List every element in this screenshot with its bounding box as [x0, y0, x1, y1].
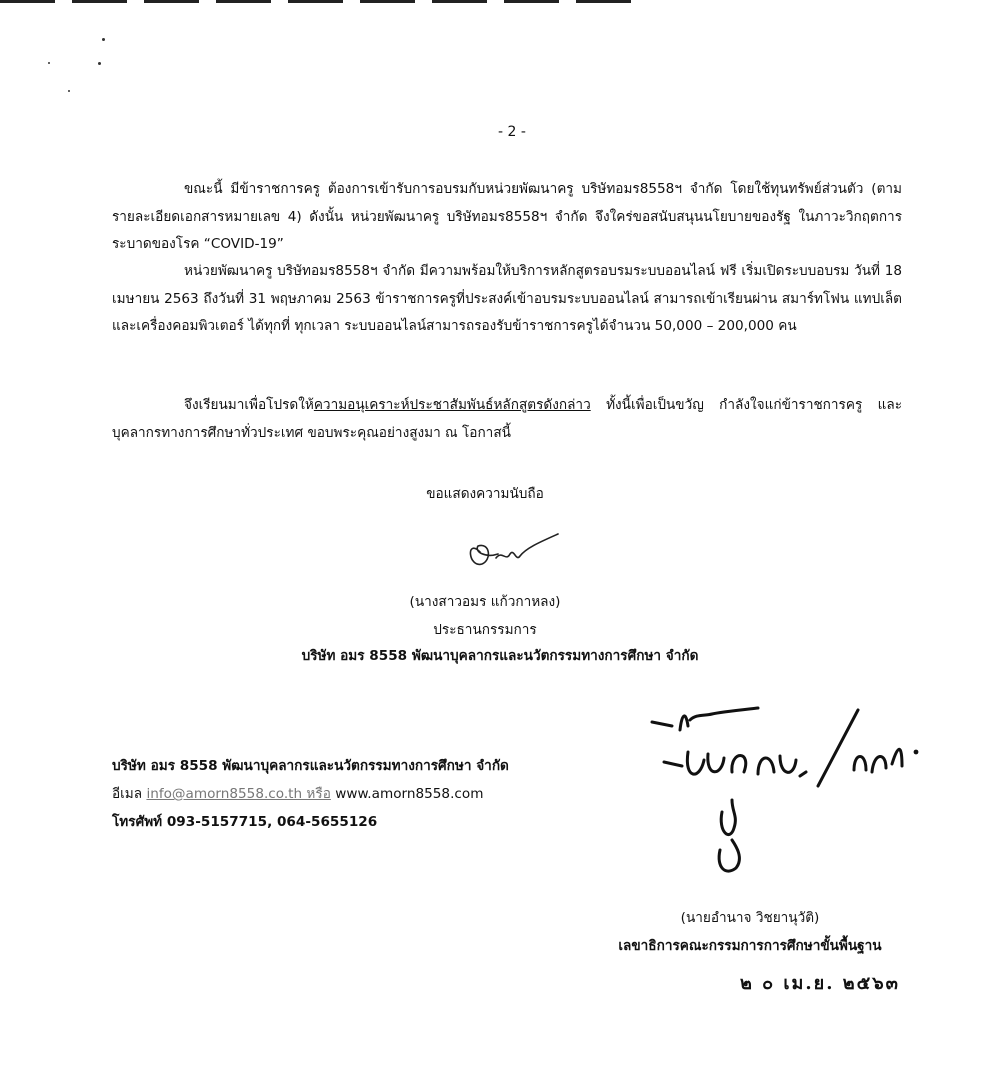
signoff: ขอแสดงความนับถือ [426, 486, 544, 502]
scan-speck [98, 62, 101, 65]
scan-speck [68, 90, 70, 92]
footer-email-line [112, 780, 509, 808]
paragraph-1 [112, 176, 902, 259]
paragraph-2 [112, 258, 902, 341]
closing-prefix: จึงเรียนมาเพื่อโปรดให้ [184, 397, 314, 413]
closing-paragraph [112, 392, 902, 447]
date-stamp: ๒ ๐ เม.ย. ๒๕๖๓ [740, 973, 900, 994]
footer-email-label: อีเมล [112, 786, 143, 802]
footer-email[interactable]: info@amorn8558.co.th หรือ [146, 786, 331, 802]
closing-underlined: ความอนุเคราะห์ประชาสัมพันธ์หลักสูตรดังกล่าว [313, 397, 591, 413]
signer-company: บริษัท อมร 8558 พัฒนาบุคลากรและนวัตกรรมทางการศึกษา จำกัด [301, 648, 699, 664]
paragraph-1-text: ขณะนี้ มีข้าราชการครู ต้องการเข้ารับการอบรมกับหน่วยพัฒนาครู บริษัทอมร8558ฯ จำกัด โดยใช้ทุนทรัพย์ส่วนตัว (ตามรายละเอียดเอกสารหมายเลข 4) ดังนั้น หน่วยพัฒนาครู บริษัทอมร8558ฯ จำกัด จึงใคร่ขอสนับสนุนนโยบายของรัฐ ในภาวะวิกฤตการระบาดของโรค “COVID-19” [112, 181, 902, 252]
page-number: - 2 - [498, 124, 526, 140]
paragraph-2-text: หน่วยพัฒนาครู บริษัทอมร8558ฯ จำกัด มีความพร้อมให้บริการหลักสูตรอบรมระบบออนไลน์ ฟรี เริ่มเปิดระบบอบรม วันที่ 18 เมษายน 2563 ถึงวันที่ 31 พฤษภาคม 2563 ข้าราชการครูที่ประสงค์เข้าอบรมระบบออนไลน์ สามารถเข้าเรียนผ่าน สมาร์ทโฟน แทปเล็ต และเครื่องคอมพิวเตอร์ ได้ทุกที่ ทุกเวลา ระบบออนไลน์สามารถรองรับข้าราชการครูได้จำนวน 50,000 – 200,000 คน [112, 263, 902, 334]
scan-speck [48, 62, 50, 64]
signer-name: (นางสาวอมร แก้วกาหลง) [409, 594, 561, 610]
footer-phone: โทรศัพท์ 093-5157715, 064-5655126 [112, 814, 378, 830]
footer-contact [112, 752, 509, 836]
footer-website[interactable]: www.amorn8558.com [335, 786, 484, 802]
scan-speck [102, 38, 105, 41]
closing-suffix: ทั้งนี้เพื่อเป็นขวัญ กำลังใจแก่ข้าราชการครู และบุคลากรทางการศึกษาทั่วประเทศ ขอบพระคุณอย่างสูงมา ณ โอกาสนี้ [112, 397, 902, 441]
official-name: (นายอำนาจ วิชยานุวัติ) [680, 910, 820, 926]
signer-position: ประธานกรรมการ [433, 622, 537, 638]
official-block [600, 904, 900, 960]
official-position: เลขาธิการคณะกรรมการการศึกษาขั้นพื้นฐาน [618, 938, 882, 954]
handwritten-approval-note [640, 700, 940, 900]
footer-company: บริษัท อมร 8558 พัฒนาบุคลากรและนวัตกรรมทางการศึกษา จำกัด [112, 758, 509, 774]
signature-amorn [460, 528, 570, 578]
top-border-rule [0, 0, 640, 3]
